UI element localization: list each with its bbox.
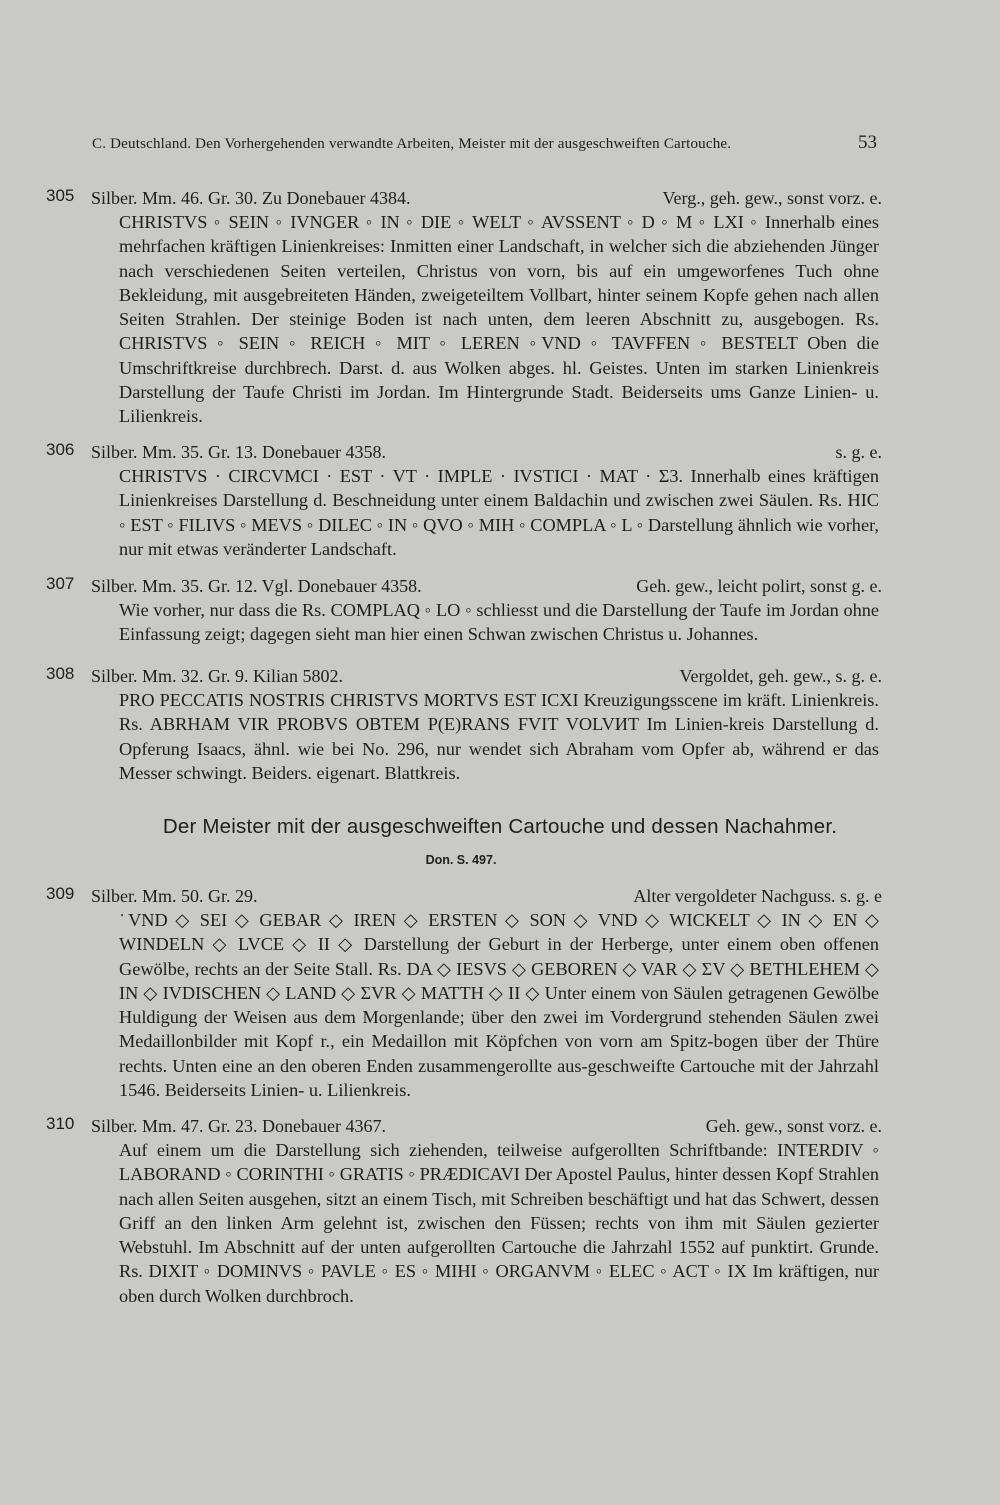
entry-description: Auf einem um die Darstellung sich ziehenden, teilweise aufgerollten Schriftbande: INTERDIV ◦ LABORAND ◦ CORINTHI ◦ GRATIS ◦ PRÆDICAVI Der Apostel Paulus, hinter dessen Kopf Strahlen nach allen Seiten ausgehen, sitzt an einem Tisch, mit Schreiben beschäftigt und hat das Schwert, dessen Griff an den linken Arm gelehnt ist, zwischen den Füssen; rechts von ihm mit Säulen gezierter Webstuhl. Im Abschnitt auf der unten aufgerollten Cartouche die Jahrzahl 1552 auf punktirt. Grunde. Rs. DIXIT ◦ DOMINVS ◦ PAVLE ◦ ES ◦ MIHI ◦ ORGANVM ◦ ELEC ◦ ACT ◦ IX Im kräftigen, nur oben durch Wolken durchbroch. xyxy=(119,1140,879,1306)
section-heading: Der Meister mit der ausgeschweiften Cartouche und dessen Nachahmer. xyxy=(162,815,838,838)
entry-condition: Vergoldet, geh. gew., s. g. e. xyxy=(679,666,882,686)
entry-number: 305 xyxy=(46,186,75,205)
entry-condition: Alter vergoldeter Nachguss. s. g. e xyxy=(633,886,882,906)
entry-specs: Silber. Mm. 47. Gr. 23. Donebauer 4367. xyxy=(91,1116,386,1136)
entry-number: 308 xyxy=(46,664,75,683)
entry-description: CHRISTVS ◦ SEIN ◦ IVNGER ◦ IN ◦ DIE ◦ WELT ◦ AVSSENT ◦ D ◦ M ◦ LXI ◦ Innerhalb eines mehrfachen kräftigen Linienkreises: Inmitten einer Landschaft, in welcher sich die abziehenden Jünger nach verschiedenen Seiten verteilen, Christus von vorn, bis auf ein umgeworfenes Tuch ohne Bekleidung, mit ausgebreiteten Händen, zweigeteiltem Vollbart, hinter seinem Kopfe gehen nach allen Seiten Strahlen. Der steinige Boden ist nach unten, dem leeren Abschnitt zu, ausgebogen. Rs. CHRISTVS ◦ SEIN ◦ REICH ◦ MIT ◦ LEREN ◦VND ◦ TAVFFEN ◦ BESTELT Oben die Umschriftkreise durchbrech. Darst. d. aus Wolken abges. hl. Geistes. Unten im starken Linienkreis Darstellung der Taufe Christi im Jordan. Im Hintergrunde Stadt. Beiderseits ums Ganze Linien- u. Lilienkreis. xyxy=(119,212,879,427)
entry-specs: Silber. Mm. 46. Gr. 30. Zu Donebauer 4384. xyxy=(91,188,411,208)
entry-number: 306 xyxy=(46,440,75,459)
entry-specs: Silber. Mm. 35. Gr. 12. Vgl. Donebauer 4358. xyxy=(91,576,422,596)
entry-condition: Geh. gew., sonst vorz. e. xyxy=(705,1116,882,1136)
section-reference: Don. S. 497. xyxy=(425,853,497,867)
entry-specs: Silber. Mm. 50. Gr. 29. xyxy=(91,886,258,906)
entry-condition: Verg., geh. gew., sonst vorz. e. xyxy=(662,188,882,208)
running-header: C. Deutschland. Den Vorhergehenden verwandte Arbeiten, Meister mit der ausgeschweiften Cartouche. xyxy=(92,136,732,152)
entry-number: 309 xyxy=(46,884,75,903)
entry-condition: s. g. e. xyxy=(835,442,882,462)
entry-description: PRO PECCATIS NOSTRIS CHRISTVS MORTVS EST ICXI Kreuzigungsscene im kräft. Linienkreis. Rs. ABRHAM VIR PROBVS OBTEM P(E)RANS FVIT VOLVИT Im Linien-kreis Darstellung d. Opferung Isaacs, ähnl. wie bei No. 296, nur wendet sich Abraham vom Opfer ab, während er das Messer schwingt. Beiders. eigenart. Blattkreis. xyxy=(119,690,879,783)
entry-number: 307 xyxy=(46,574,75,593)
entry-description: ˙VND ◇ SEI ◇ GEBAR ◇ IREN ◇ ERSTEN ◇ SON ◇ VND ◇ WICKELT ◇ IN ◇ EN ◇ WINDELN ◇ LVCE ◇ II ◇ Darstellung der Geburt in der Herberge, unter einem oben offenen Gewölbe, rechts an der Seite Stall. Rs. DA ◇ IESVS ◇ GEBOREN ◇ VAR ◇ ΣV ◇ BETHLEHEM ◇ IN ◇ IVDISCHEN ◇ LAND ◇ ΣVR ◇ MATTH ◇ II ◇ Unter einem von Säulen getragenen Gewölbe Huldigung der Weisen aus dem Morgenlande; über den zwei im Vordergrund stehenden Säulen zwei Medaillonbilder mit Kopf r., ein Medaillon mit Köpfchen von vorn am Spitz-bogen über der Thüre rechts. Unten eine an den oberen Enden zusammengerollte aus-geschweifte Cartouche mit der Jahrzahl 1546. Beiderseits Linien- u. Lilienkreis. xyxy=(119,910,879,1101)
entry-description: CHRISTVS · CIRCVMCI · EST · VT · IMPLE · IVSTICI · MAT · Σ3. Innerhalb eines kräftigen Linienkreises Darstellung d. Beschneidung unter einem Baldachin und zwischen zwei Säulen. Rs. HIC ◦ EST ◦ FILIVS ◦ MEVS ◦ DILEC ◦ IN ◦ QVO ◦ MIH ◦ COMPLA ◦ L ◦ Darstellung ähnlich wie vorher, nur mit etwas veränderter Landschaft. xyxy=(119,466,879,559)
entry-condition: Geh. gew., leicht polirt, sonst g. e. xyxy=(636,576,882,596)
entry-specs: Silber. Mm. 35. Gr. 13. Donebauer 4358. xyxy=(91,442,386,462)
entry-specs: Silber. Mm. 32. Gr. 9. Kilian 5802. xyxy=(91,666,343,686)
entry-number: 310 xyxy=(46,1114,75,1133)
entry-description: Wie vorher, nur dass die Rs. COMPLAQ ◦ LO ◦ schliesst und die Darstellung der Taufe im Jordan ohne Einfassung zeigt; dagegen sieht man hier einen Schwan zwischen Christus u. Johannes. xyxy=(119,600,879,645)
page-number: 53 xyxy=(858,132,877,153)
